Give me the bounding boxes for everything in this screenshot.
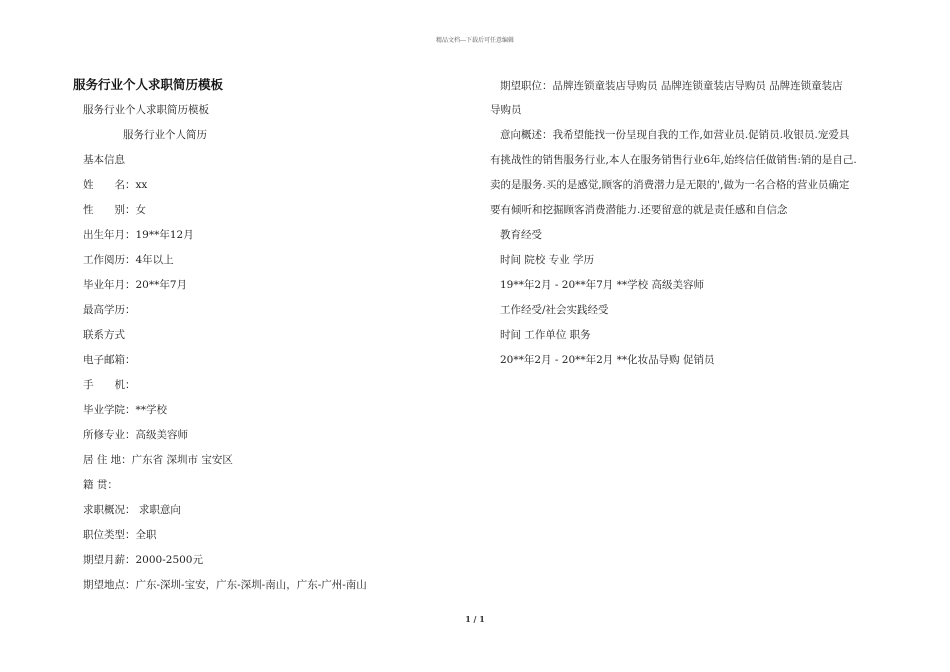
field-graduation-date: 毕业年月：20**年7月 [83,279,188,291]
field-expected-salary: 期望月薪：2000-2500元 [83,554,203,566]
field-education: 最高学历： [83,304,136,316]
field-expected-location: 期望地点：广东-深圳-宝安，广东-深圳-南山，广东-广州-南山 [83,579,367,591]
intent-summary-line-2: 有挑战性的销售服务行业,本人在服务销售行业6年,始终信任做销售:销的是自己. [490,154,857,166]
page-header: 精品文档---下载后可任意编辑 [435,37,515,44]
field-email: 电子邮箱： [83,354,136,366]
field-name: 姓 名：xx [83,179,148,191]
field-gender: 性 别：女 [83,204,146,216]
intent-summary-line-4: 要有倾听和挖掘顾客消费潜能力.还要留意的就是责任感和自信念 [490,204,788,216]
field-major: 所修专业：高级美容师 [83,429,188,441]
section-contact: 联系方式 [83,329,125,341]
field-birth-date: 出生年月：19**年12月 [83,229,194,241]
page-number: 1 / 1 [465,614,485,624]
work-row: 20**年2月 - 20**年2月 **化妆品导购 促销员 [500,354,715,366]
subtitle-resume: 服务行业个人简历 [123,129,207,141]
subtitle-template: 服务行业个人求职简历模板 [83,104,209,116]
section-education: 教育经受 [500,229,542,241]
field-job-overview: 求职概况： 求职意向 [83,504,181,516]
work-columns: 时间 工作单位 职务 [500,329,591,341]
document-title: 服务行业个人求职简历模板 [73,77,224,92]
field-native-place: 籍 贯： [83,479,118,491]
section-work: 工作经受/社会实践经受 [500,304,609,316]
field-expected-position: 期望职位：品牌连锁童装店导购员 品牌连锁童装店导购员 品牌连锁童装店 [500,80,843,92]
field-school: 毕业学院：**学校 [83,404,167,416]
intent-summary-line-3: 卖的是服务.买的是感觉,顾客的消费潜力是无限的',做为一名合格的营业员确定 [490,179,850,191]
education-row: 19**年2月 - 20**年7月 **学校 高级美容师 [500,279,704,291]
field-work-experience: 工作阅历：4年以上 [83,254,174,266]
field-job-type: 职位类型：全职 [83,529,157,541]
field-intent-summary: 意向概述：我希望能找一份呈现自我的工作,如营业员.促销员.收银员.宠爱具 [500,129,850,141]
field-expected-position-cont: 导购员 [490,104,522,116]
field-mobile: 手 机： [83,379,136,391]
field-residence: 居 住 地：广东省 深圳市 宝安区 [83,454,233,466]
section-basic-info: 基本信息 [83,154,125,166]
education-columns: 时间 院校 专业 学历 [500,254,595,266]
